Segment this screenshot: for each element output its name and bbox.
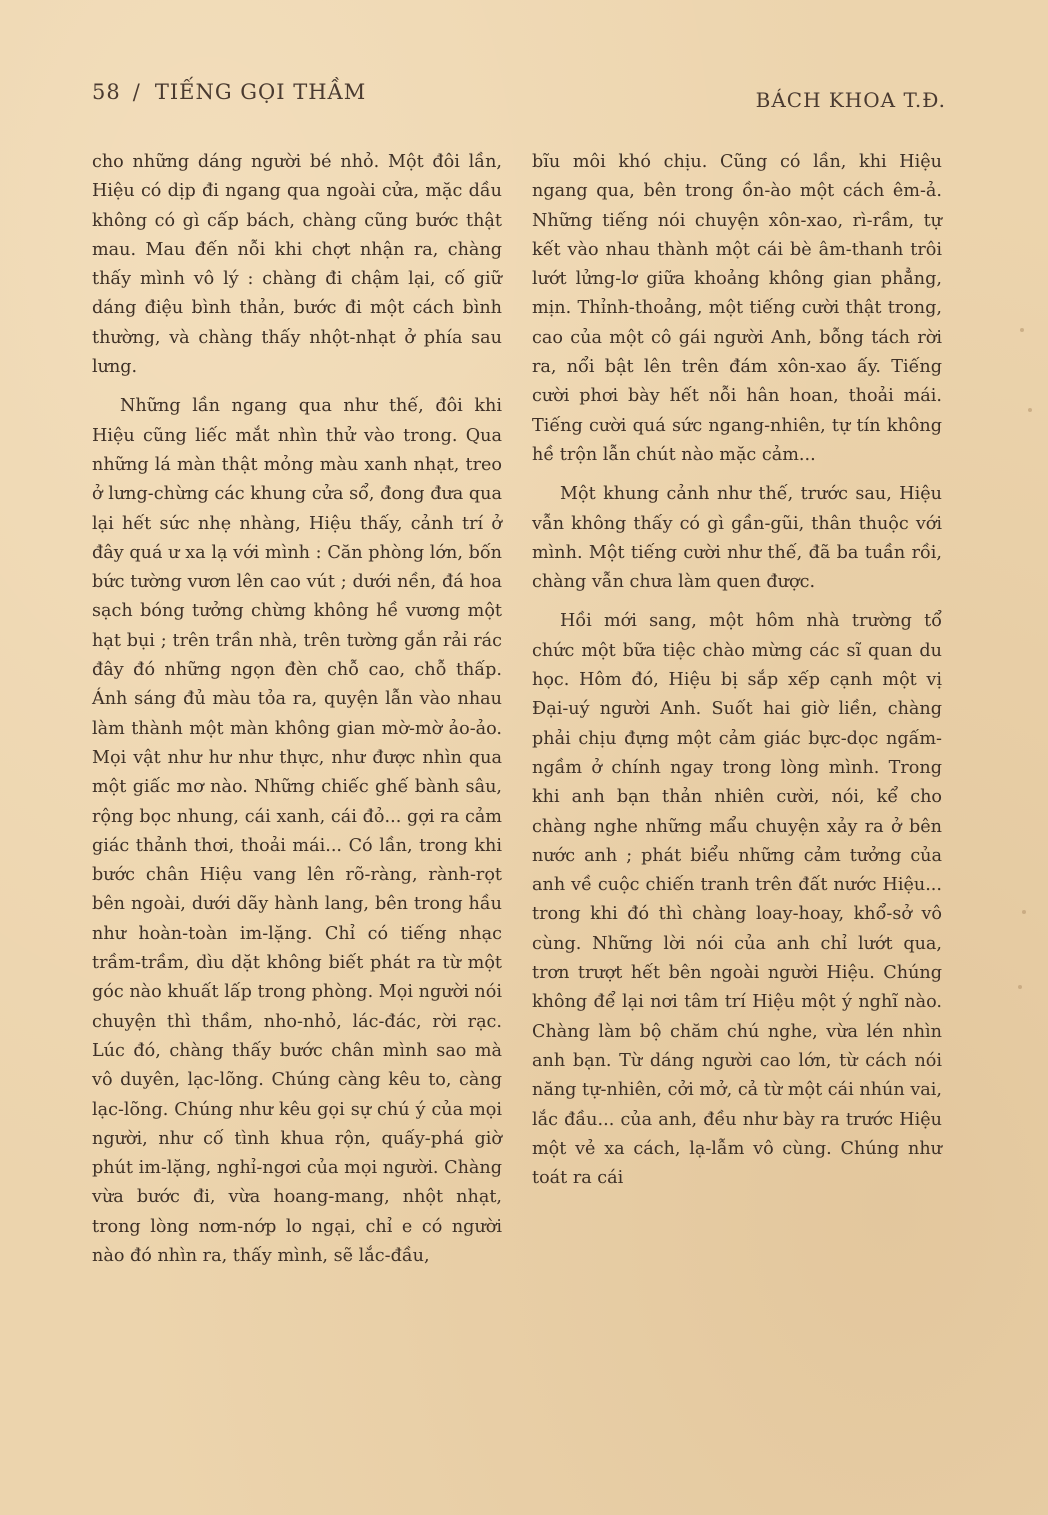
paper-speck <box>1018 985 1022 989</box>
paragraph: Một khung cảnh như thế, trước sau, Hiệu vẫn không thấy có gì gần-gũi, thân thuộc với mình. Một tiếng cười như thế, đã ba tuần rồi, chàng vẫn chưa làm quen được. <box>532 484 942 593</box>
left-text-column <box>92 148 502 1281</box>
paper-speck <box>1022 910 1026 914</box>
paragraph: Những lần ngang qua như thế, đôi khi Hiệu cũng liếc mắt nhìn thử vào trong. Qua những lá màn thật mỏng màu xanh nhạt, treo ở lưng-chừng các khung cửa sổ, đong đưa qua lại hết sức nhẹ nhàng, Hiệu thấy, cảnh trí ở đây quá ư xa lạ với mình : Căn phòng lớn, bốn bức tường vươn lên cao vút ; dưới nền, đá hoa sạch bóng tưởng chừng không hề vương một hạt bụi ; trên trần nhà, trên tường gắn rải rác đây đó những ngọn đèn chỗ cao, chỗ thấp. Ánh sáng đủ màu tỏa ra, quyện lẫn vào nhau làm thành một màn không gian mờ-mờ ảo-ảo. Mọi vật như hư như thực, như được nhìn qua một giấc mơ nào. Những chiếc ghế bành sâu, rộng bọc nhung, cái xanh, cái đỏ... gợi ra cảm giác thảnh thơi, thoải mái... Có lần, trong khi bước chân Hiệu vang lên rõ-ràng, rành-rọt bên ngoài, dưới dãy hành lang, bên trong hầu như hoàn-toàn im-lặng. Chỉ có tiếng nhạc trầm-trầm, dìu dặt không biết phát ra từ một góc nào khuất lấp trong phòng. Mọi người nói chuyện thì thầm, nho-nhỏ, lác-đác, rời rạc. Lúc đó, chàng thấy bước chân mình sao mà vô duyên, lạc-lõng. Chúng càng kêu to, càng lạc-lõng. Chúng như kêu gọi sự chú ý của mọi người, như cố tình khua rộn, quấy-phá giờ phút im-lặng, nghỉ-ngơi của mọi người. Chàng vừa bước đi, vừa hoang-mang, nhột nhạt, trong lòng nơm-nớp lo ngại, chỉ e có người nào đó nhìn ra, thấy mình, sẽ lắc-đầu, <box>92 396 502 1266</box>
paragraph: bĩu môi khó chịu. Cũng có lần, khi Hiệu ngang qua, bên trong ồn-ào một cách êm-ả. Những tiếng nói chuyện xôn-xao, rì-rầm, tự kết vào nhau thành một cái bè âm-thanh trôi lướt lửng-lơ giữa khoảng không gian phẳng, mịn. Thỉnh-thoảng, một tiếng cười thật trong, cao của một cô gái người Anh, bỗng tách rời ra, nổi bật lên trên đám xôn-xao ấy. Tiếng cười phơi bày hết nỗi hân hoan, thoải mái. Tiếng cười quá sức ngang-nhiên, tự tín không hề trộn lẫn chút nào mặc cảm... <box>532 152 942 465</box>
header-separator: / <box>132 80 141 104</box>
page-header-left <box>92 80 366 104</box>
paragraph: cho những dáng người bé nhỏ. Một đôi lần, Hiệu có dịp đi ngang qua ngoài cửa, mặc dầu không có gì cấp bách, chàng cũng bước thật mau. Mau đến nỗi khi chợt nhận ra, chàng thấy mình vô lý : chàng đi chậm lại, cố giữ dáng điệu bình thản, bước đi một cách bình thường, và chàng thấy nhột-nhạt ở phía sau lưng. <box>92 152 502 378</box>
section-title: TIẾNG GỌI THẦM <box>154 80 367 104</box>
right-text-column <box>532 148 942 1203</box>
paragraph: Hồi mới sang, một hôm nhà trường tổ chức một bữa tiệc chào mừng các sĩ quan du học. Hôm đó, Hiệu bị sắp xếp cạnh một vị Đại-uý người Anh. Suốt hai giờ liền, chàng phải chịu đựng một cảm giác bực-dọc ngấm-ngầm ở chính ngay trong lòng mình. Trong khi anh bạn thản nhiên cười, nói, kể cho chàng nghe những mẩu chuyện xảy ra ở bên nước anh ; phát biểu những cảm tưởng của anh về cuộc chiến tranh trên đất nước Hiệu... trong khi đó thì chàng loay-hoay, khổ-sở vô cùng. Những lời nói của anh chỉ lướt qua, trơn trượt hết bên ngoài người Hiệu. Chúng không để lại nơi tâm trí Hiệu một ý nghĩ nào. Chàng làm bộ chăm chú nghe, vừa lén nhìn anh bạn. Từ dáng người cao lớn, từ cách nói năng tự-nhiên, cởi mở, cả từ một cái nhún vai, lắc đầu... của anh, đều như bày ra trước Hiệu một vẻ xa cách, lạ-lẫm vô cùng. Chúng như toát ra cái <box>532 611 942 1189</box>
page-number: 58 <box>92 80 121 104</box>
paper-speck <box>1020 328 1024 332</box>
journal-title: BÁCH KHOA T.Đ. <box>755 88 946 112</box>
paper-speck <box>1028 408 1032 412</box>
